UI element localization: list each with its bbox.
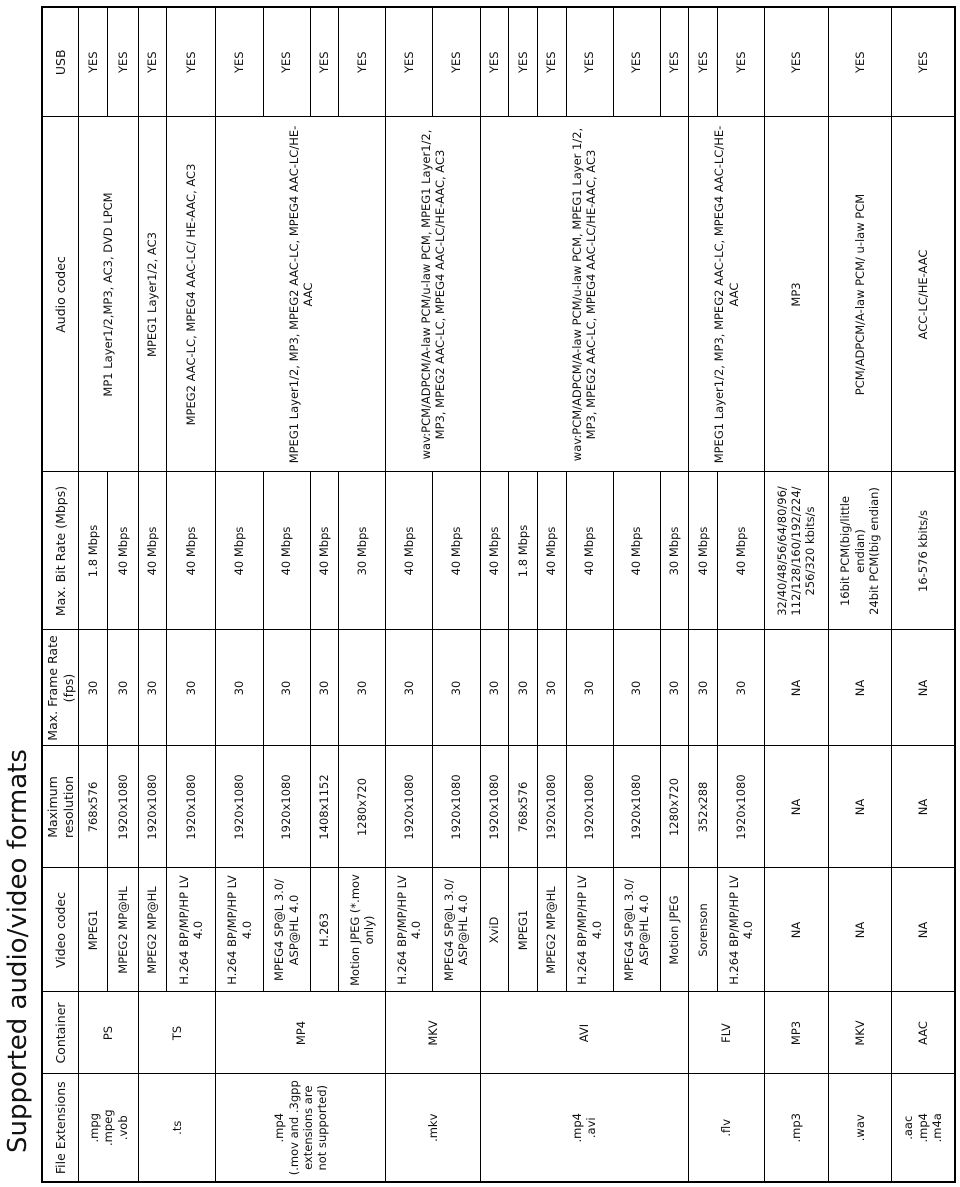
cell-fps: 30 [613,630,660,746]
cell-usb: YES [138,7,167,117]
cell-fps: 30 [216,630,263,746]
cell-fps: NA [828,630,891,746]
cell-res: 1920x1080 [108,746,139,868]
cell-ext: .mp3 [765,1074,828,1182]
cell-usb: YES [263,7,310,117]
cell-audio: wav:PCM/ADPCM/A-law PCM/u-law PCM, MPEG1 Layer 1/2, MP3, MPEG2 AAC-LC, MPEG4 AAC-LC/HE-AAC, AC3 [480,117,689,472]
cell-video: NA [891,868,955,992]
cell-fps: NA [765,630,828,746]
cell-video: MPEG2 MP@HL [108,868,139,992]
table-row [480,7,509,1182]
cell-container: MKV [386,992,480,1074]
cell-bitrate: 16-576 kbits/s [891,472,955,630]
cell-container: PS [79,992,138,1074]
cell-video: MPEG1 [79,868,108,992]
header-audio-codec: Audio codec [42,117,79,472]
cell-usb: YES [310,7,339,117]
cell-fps: 30 [509,630,538,746]
cell-ext: .mp4 (.mov and .3gpp extensions are not supported) [216,1074,386,1182]
cell-bitrate: 30 Mbps [339,472,386,630]
cell-ext: .wav [828,1074,891,1182]
header-max-bit-rate: Max. Bit Rate (Mbps) [42,472,79,630]
cell-fps: 30 [660,630,689,746]
cell-container: MKV [828,992,891,1074]
cell-bitrate: 40 Mbps [566,472,613,630]
cell-video: MPEG4 SP@L 3.0/ ASP@HL 4.0 [433,868,480,992]
cell-audio: MPEG1 Layer1/2, AC3 [138,117,167,472]
cell-res: 1920x1080 [480,746,509,868]
cell-audio: MP3 [765,117,828,472]
cell-res: 1280x720 [339,746,386,868]
header-file-extensions: File Extensions [42,1074,79,1182]
cell-res: 1920x1080 [386,746,433,868]
cell-bitrate: 40 Mbps [386,472,433,630]
cell-fps: 30 [167,630,216,746]
cell-video: MPEG2 MP@HL [537,868,566,992]
header-row [42,7,79,1182]
cell-usb: YES [689,7,718,117]
cell-ext: .mkv [386,1074,480,1182]
cell-res: 352x288 [689,746,718,868]
cell-audio: wav:PCM/ADPCM/A-law PCM/u-law PCM, MPEG1 Layer1/2, MP3, MPEG2 AAC-LC, MPEG4 AAC-LC/HE-AAC, AC3 [386,117,480,472]
table-row [386,7,433,1182]
table-row [138,7,167,1182]
cell-bitrate: 1.8 Mbps [509,472,538,630]
cell-fps: 30 [263,630,310,746]
cell-audio: MPEG1 Layer1/2, MP3, MPEG2 AAC-LC, MPEG4 AAC-LC/HE-AAC [216,117,386,472]
cell-res: NA [891,746,955,868]
cell-bitrate: 40 Mbps [689,472,718,630]
cell-bitrate: 40 Mbps [480,472,509,630]
cell-ext: .flv [689,1074,765,1182]
cell-res: 1920x1080 [216,746,263,868]
cell-audio: ACC-LC/HE-AAC [891,117,955,472]
cell-usb: YES [613,7,660,117]
cell-res: NA [828,746,891,868]
cell-res: 1920x1080 [566,746,613,868]
cell-container: TS [138,992,216,1074]
header-max-resolution: Maximum resolution [42,746,79,868]
cell-bitrate: 40 Mbps [167,472,216,630]
cell-bitrate: 40 Mbps [537,472,566,630]
cell-video: XviD [480,868,509,992]
table-row [828,7,891,1182]
cell-bitrate: 32/40/48/56/64/80/96/ 112/128/160/192/224/ 256/320 kbits/s [765,472,828,630]
cell-usb: YES [765,7,828,117]
cell-video: MPEG4 SP@L 3.0/ ASP@HL 4.0 [613,868,660,992]
cell-bitrate: 40 Mbps [613,472,660,630]
cell-fps: 30 [138,630,167,746]
cell-audio: MP1 Layer1/2,MP3, AC3, DVD LPCM [79,117,138,472]
cell-container: FLV [689,992,765,1074]
header-max-frame-rate: Max. Frame Rate (fps) [42,630,79,746]
cell-usb: YES [79,7,108,117]
cell-bitrate: 40 Mbps [108,472,139,630]
cell-usb: YES [216,7,263,117]
cell-audio: PCM/ADPCM/A-law PCM/ u-law PCM [828,117,891,472]
cell-fps: 30 [433,630,480,746]
cell-video: NA [828,868,891,992]
cell-usb: YES [480,7,509,117]
cell-video: Motion JPEG (*.mov only) [339,868,386,992]
page-title: Supported audio/video formats [3,749,33,1153]
cell-bitrate: 16bit PCM(big/little endian) 24bit PCM(big endian) [828,472,891,630]
cell-usb: YES [167,7,216,117]
cell-video: H.264 BP/MP/HP LV 4.0 [566,868,613,992]
cell-audio: MPEG1 Layer1/2, MP3, MPEG2 AAC-LC, MPEG4 AAC-LC/HE-AAC [689,117,765,472]
cell-audio: MPEG2 AAC-LC, MPEG4 AAC-LC/ HE-AAC, AC3 [167,117,216,472]
cell-fps: 30 [717,630,764,746]
cell-res: 768x576 [509,746,538,868]
cell-video: MPEG1 [509,868,538,992]
header-usb: USB [42,7,79,117]
table-row [689,7,718,1182]
cell-bitrate: 40 Mbps [310,472,339,630]
cell-res: NA [765,746,828,868]
cell-ext: .mpg .mpeg .vob [79,1074,138,1182]
cell-res: 1920x1080 [433,746,480,868]
header-container: Container [42,992,79,1074]
cell-fps: 30 [386,630,433,746]
cell-usb: YES [660,7,689,117]
cell-container: MP4 [216,992,386,1074]
cell-video: Sorenson [689,868,718,992]
cell-video: MPEG2 MP@HL [138,868,167,992]
cell-fps: 30 [537,630,566,746]
cell-fps: 30 [339,630,386,746]
cell-container: AVI [480,992,689,1074]
table-row [891,7,955,1182]
cell-fps: 30 [566,630,613,746]
cell-bitrate: 30 Mbps [660,472,689,630]
cell-usb: YES [339,7,386,117]
cell-bitrate: 1.8 Mbps [79,472,108,630]
table-row [79,7,108,1182]
cell-usb: YES [566,7,613,117]
cell-video: H.264 BP/MP/HP LV 4.0 [717,868,764,992]
cell-fps: 30 [689,630,718,746]
cell-usb: YES [717,7,764,117]
table-row [216,7,263,1182]
cell-video: MPEG4 SP@L 3.0/ ASP@HL 4.0 [263,868,310,992]
cell-fps: NA [891,630,955,746]
cell-res: 768x576 [79,746,108,868]
cell-res: 1920x1080 [537,746,566,868]
cell-video: H.263 [310,868,339,992]
cell-bitrate: 40 Mbps [138,472,167,630]
cell-res: 1920x1080 [263,746,310,868]
cell-video: H.264 BP/MP/HP LV 4.0 [167,868,216,992]
formats-table-container [41,8,956,1183]
cell-res: 1920x1080 [167,746,216,868]
cell-usb: YES [891,7,955,117]
cell-res: 1280x720 [660,746,689,868]
cell-video: H.264 BP/MP/HP LV 4.0 [216,868,263,992]
cell-res: 1920x1080 [613,746,660,868]
cell-bitrate: 40 Mbps [263,472,310,630]
cell-bitrate: 40 Mbps [717,472,764,630]
cell-ext: .mp4 .avi [480,1074,689,1182]
cell-usb: YES [828,7,891,117]
cell-usb: YES [433,7,480,117]
cell-usb: YES [108,7,139,117]
cell-video: Motion JPEG [660,868,689,992]
cell-bitrate: 40 Mbps [433,472,480,630]
cell-video: H.264 BP/MP/HP LV 4.0 [386,868,433,992]
formats-table [41,6,956,1183]
cell-bitrate: 40 Mbps [216,472,263,630]
cell-usb: YES [537,7,566,117]
cell-usb: YES [386,7,433,117]
cell-ext: .ts [138,1074,216,1182]
cell-fps: 30 [108,630,139,746]
cell-fps: 30 [79,630,108,746]
cell-ext: .aac .mp4 .m4a [891,1074,955,1182]
cell-fps: 30 [310,630,339,746]
cell-res: 1920x1080 [717,746,764,868]
cell-container: AAC [891,992,955,1074]
cell-res: 1920x1080 [138,746,167,868]
cell-res: 1408x1152 [310,746,339,868]
cell-container: MP3 [765,992,828,1074]
table-row [765,7,828,1182]
header-video-codec: Video codec [42,868,79,992]
cell-fps: 30 [480,630,509,746]
cell-usb: YES [509,7,538,117]
cell-video: NA [765,868,828,992]
